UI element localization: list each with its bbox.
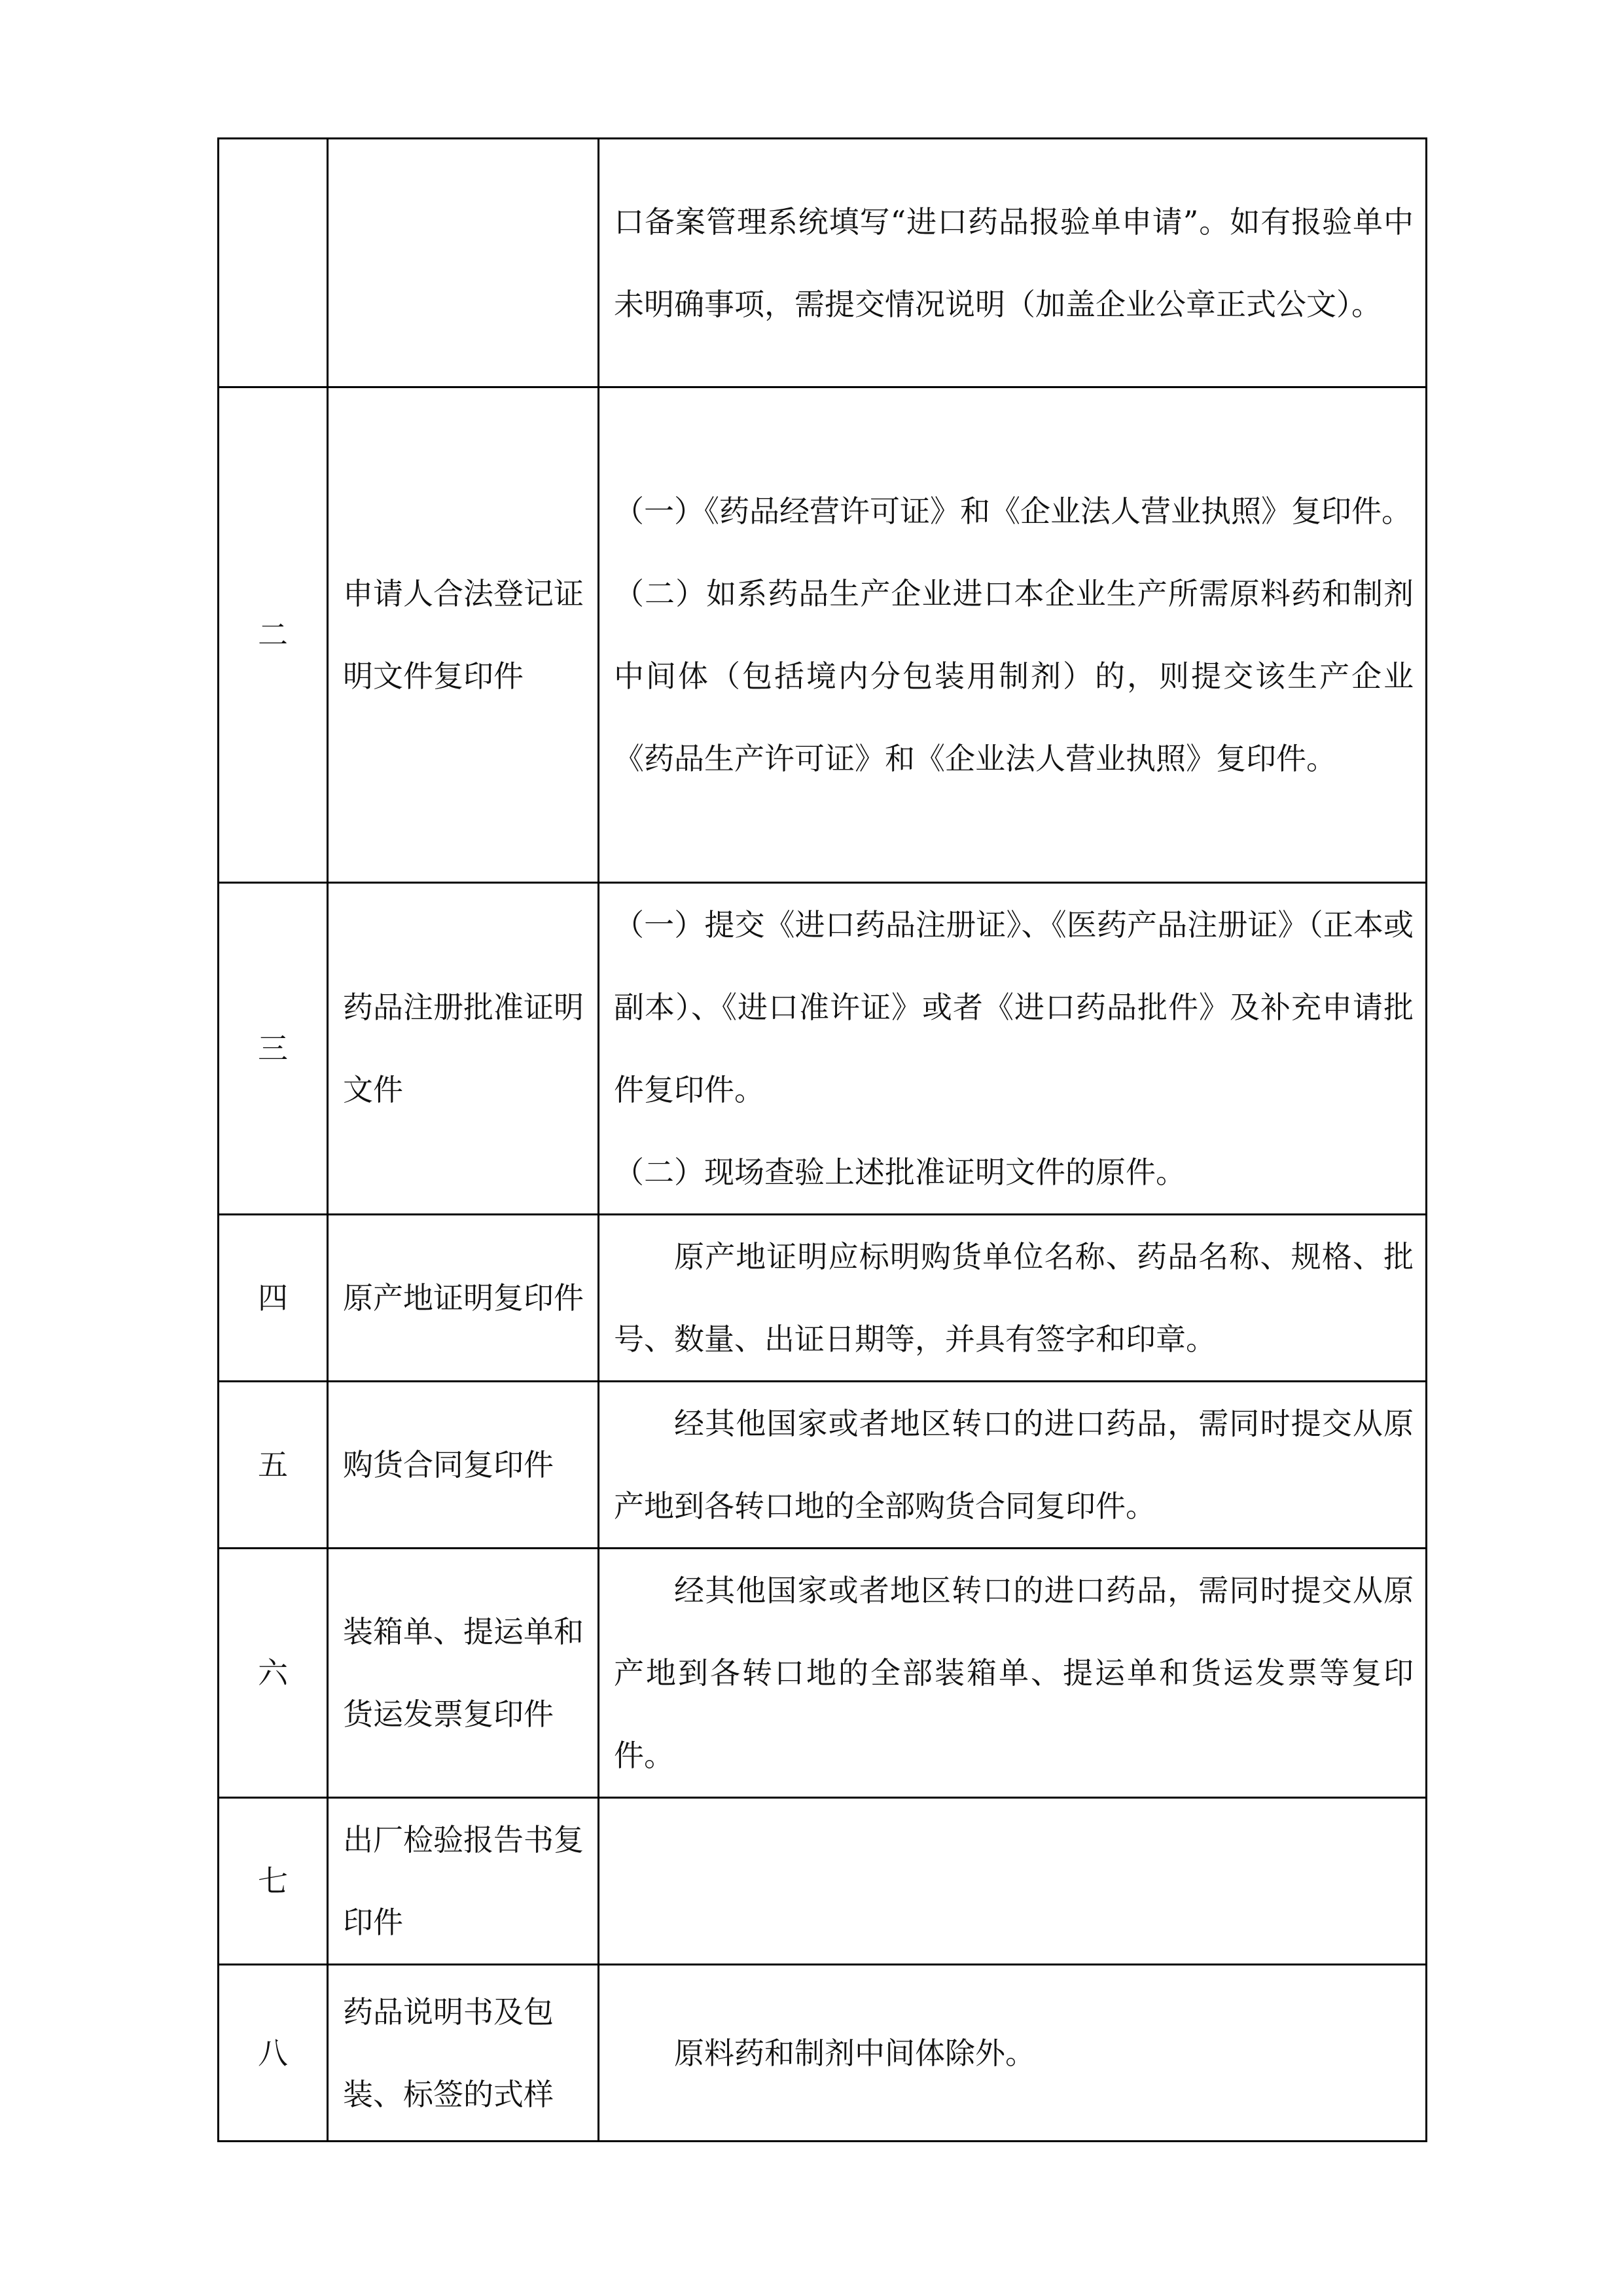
row-number: 六 [219,1549,328,1798]
requirement-text: （一）提交《进口药品注册证》、《医药产品注册证》（正本或副本）、《进口准许证》或者《进口药品批件》及补充申请批件复印件。 [614,907,1414,1107]
table-row [219,387,1427,883]
row-requirements [599,1382,1427,1549]
row-item [328,1798,599,1965]
table-row [219,1549,1427,1798]
table-row [219,883,1427,1215]
row-number: 七 [219,1798,328,1965]
requirements-table [217,137,1427,2142]
requirement-text: 经其他国家或者地区转口的进口药品，需同时提交从原产地到各转口地的全部购货合同复印件。 [614,1406,1414,1524]
row-requirements [599,387,1427,883]
item-label: 申请人合法登记证明文件复印件 [343,576,584,694]
requirement-text: （二）现场查验上述批准证明文件的原件。 [614,1155,1186,1190]
item-label: 装箱单、提运单和货运发票复印件 [343,1614,584,1732]
table-row [219,139,1427,387]
item-label: 出厂检验报告书复印件 [343,1822,584,1940]
row-requirements [599,1798,1427,1965]
requirement-text: 原产地证明应标明购货单位名称、药品名称、规格、批号、数量、出证日期等，并具有签字和印章。 [614,1239,1414,1357]
row-item [328,883,599,1215]
row-number: 五 [219,1382,328,1549]
requirement-text: 经其他国家或者地区转口的进口药品，需同时提交从原产地到各转口地的全部装箱单、提运单和货运发票等复印件。 [614,1573,1414,1773]
item-label: 药品注册批准证明文件 [343,990,584,1107]
requirement-text: （一）《药品经营许可证》和《企业法人营业执照》复印件。 [614,493,1412,529]
row-item [328,1382,599,1549]
row-requirements [599,139,1427,387]
row-requirements [599,883,1427,1215]
row-item [328,387,599,883]
row-number: 二 [219,387,328,883]
item-label: 原产地证明复印件 [343,1280,584,1316]
table-row [219,1382,1427,1549]
row-number: 八 [219,1965,328,2142]
table-row [219,1965,1427,2142]
requirement-text: 口备案管理系统填写“进口药品报验单申请”。如有报验单中未明确事项，需提交情况说明（加盖企业公章正式公文）。 [614,204,1414,322]
row-item [328,1549,599,1798]
table-row [219,1798,1427,1965]
row-requirements [599,1965,1427,2142]
row-number: 三 [219,883,328,1215]
row-item [328,1215,599,1382]
requirement-text: 原料药和制剂中间体除外。 [674,2035,1035,2071]
row-requirements [599,1215,1427,1382]
row-item [328,1965,599,2142]
item-label: 药品说明书及包装、标签的式样 [343,1994,554,2112]
requirement-text: （二）如系药品生产企业进口本企业生产所需原料药和制剂中间体（包括境内分包装用制剂）的，则提交该生产企业《药品生产许可证》和《企业法人营业执照》复印件。 [614,576,1414,776]
row-requirements [599,1549,1427,1798]
row-number [219,139,328,387]
table-row [219,1215,1427,1382]
row-number: 四 [219,1215,328,1382]
item-label: 购货合同复印件 [343,1447,554,1482]
row-item [328,139,599,387]
